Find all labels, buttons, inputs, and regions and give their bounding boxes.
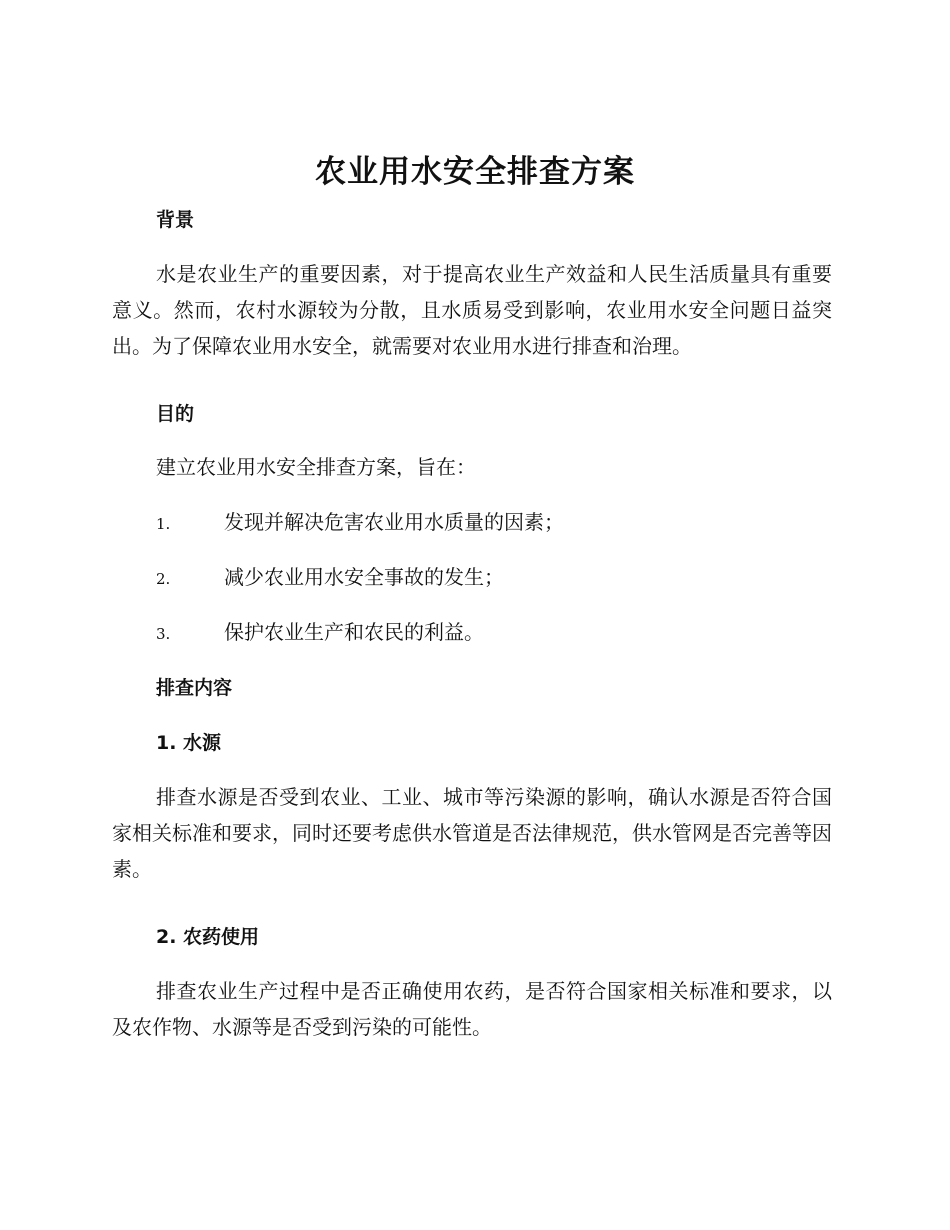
purpose-intro: 建立农业用水安全排查方案，旨在： [156, 455, 476, 479]
document-title: 农业用水安全排查方案 [315, 154, 635, 190]
subsection-heading-pesticide: 2. 农药使用 [156, 926, 260, 948]
background-paragraph: 水是农业生产的重要因素，对于提高农业生产效益和人民生活质量具有重要意义。然而，农村水源较为分散，且水质易受到影响，农业用水安全问题日益突出。为了保障农业用水安全，就需要对农业用水进行排查和治理。 [112, 262, 832, 358]
section-heading-purpose: 目的 [156, 403, 195, 425]
subsection-heading-water-source: 1. 水源 [156, 732, 222, 754]
list-item-number: 3. [156, 625, 171, 643]
water-source-paragraph: 排查水源是否受到农业、工业、城市等污染源的影响，确认水源是否符合国家相关标准和要求，同时还要考虑供水管道是否法律规范，供水管网是否完善等因素。 [112, 785, 832, 881]
section-heading-content: 排查内容 [156, 677, 233, 699]
pesticide-paragraph: 排查农业生产过程中是否正确使用农药，是否符合国家相关标准和要求，以及农作物、水源等是否受到污染的可能性。 [112, 979, 832, 1039]
list-item-text: 减少农业用水安全事故的发生； [224, 565, 504, 589]
list-item-number: 2. [156, 570, 171, 588]
list-item-text: 保护农业生产和农民的利益。 [224, 620, 484, 644]
list-item-text: 发现并解决危害农业用水质量的因素； [224, 510, 564, 534]
list-item-number: 1. [156, 515, 171, 533]
section-heading-background: 背景 [156, 209, 195, 231]
